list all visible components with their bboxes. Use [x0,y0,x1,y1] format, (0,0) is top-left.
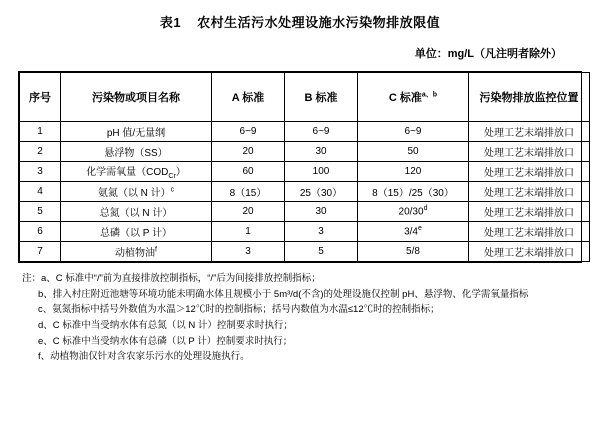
cell-standard-b: 30 [285,142,358,162]
cell-position: 处理工艺末端排放口 [469,222,590,242]
header-standard-b: B 标准 [285,73,358,122]
cell-name-tail: ） [175,167,186,178]
note-line [22,318,578,334]
cell-name [61,162,212,182]
cell-standard-a: 20 [212,202,285,222]
cell-name [61,242,212,262]
note-line [22,349,578,365]
cell-position: 处理工艺末端排放口 [469,242,590,262]
cell-standard-a: 6~9 [212,122,285,142]
cell-standard-c-text: 20/30 [398,206,424,218]
note-line [22,302,578,318]
cell-standard-c: 8（15）/25（30） [358,182,469,202]
cell-position: 处理工艺末端排放口 [469,162,590,182]
cell-position: 处理工艺末端排放口 [469,202,590,222]
title-text: 农村生活污水处理设施水污染物排放限值 [197,15,441,30]
note-text: f、动植物油仅针对含农家乐污水的处理设施执行。 [38,351,250,363]
table-row [20,122,590,142]
cell-standard-b: 100 [285,162,358,182]
note-line [22,334,578,350]
cell-standard-c: 120 [358,162,469,182]
cell-standard-b: 25（30） [285,182,358,202]
cell-standard-b: 30 [285,202,358,222]
cell-position: 处理工艺末端排放口 [469,182,590,202]
table-row [20,242,590,262]
cell-standard-c-text: 3/4 [404,226,418,238]
cell-name: 总磷（以 P 计） [61,222,212,242]
cell-no: 7 [20,242,61,262]
table-number: 表1 [159,15,182,30]
table-body [20,122,590,262]
cell-name: 总氮（以 N 计） [61,202,212,222]
cell-standard-a: 3 [212,242,285,262]
cell-standard-a: 8（15） [212,182,285,202]
header-standard-c-superscript: a、b [421,91,438,99]
cell-standard-c-superscript: e [418,225,422,233]
cell-standard-b: 3 [285,222,358,242]
table-row [20,202,590,222]
cell-standard-a: 1 [212,222,285,242]
note-text: a、C 标准中“/”前为直接排放控制指标，“/”后为间接排放控制指标； [41,273,321,284]
header-standard-a: A 标准 [212,73,285,122]
note-text: b、排入村庄附近池塘等环境功能未明确水体且规模小于 5m³/d(不含)的处理设施仅控制 pH、悬浮物、化学需氧量指标 [38,288,529,300]
cell-standard-c: 6~9 [358,122,469,142]
cell-no: 6 [20,222,61,242]
cell-no: 1 [20,122,61,142]
cell-name-text: 氨氮（以 N 计） [97,188,171,199]
cell-name-subscript: Cr [168,173,176,180]
cell-no: 4 [20,182,61,202]
cell-standard-c [358,222,469,242]
table-header-row [20,73,590,122]
cell-standard-c: 50 [358,142,469,162]
page-title [0,12,600,31]
cell-position: 处理工艺末端排放口 [469,142,590,162]
cell-name: pH 值/无量纲 [61,122,212,142]
table-row [20,222,590,242]
cell-standard-c: 5/8 [358,242,469,262]
note-line [22,271,578,287]
unit-note: 单位：mg/L（凡注明者除外） [414,48,562,60]
table-row [20,162,590,182]
cell-name-text: 化学需氧量（COD [86,167,169,178]
note-text: e、C 标准中当受纳水体有总磷（以 P 计）控制要求时执行； [38,335,293,347]
note-text: d、C 标准中当受纳水体有总氮（以 N 计）控制要求时执行； [38,320,293,332]
emission-limits-table [18,71,582,263]
cell-standard-c-superscript: d [423,205,428,213]
note-line [22,287,578,303]
table-row [20,142,590,162]
header-standard-c [358,73,469,122]
cell-no: 3 [20,162,61,182]
cell-standard-a: 20 [212,142,285,162]
cell-standard-b: 5 [285,242,358,262]
cell-name-text: 动植物油 [115,248,156,259]
table-row [20,182,590,202]
cell-name-superscript: f [155,246,157,254]
header-monitoring-position: 污染物排放监控位置 [469,73,590,122]
note-text: c、氨氮指标中括号外数值为水温＞12℃时的控制指标；括号内数值为水温≤12℃时的控制指标； [38,304,440,316]
header-no: 序号 [20,73,61,122]
header-standard-c-text: C 标准 [388,92,422,104]
document-page [0,12,600,442]
cell-name: 悬浮物（SS） [61,142,212,162]
cell-name-superscript: c [170,186,175,194]
cell-standard-c [358,202,469,222]
cell-no: 2 [20,142,61,162]
header-pollutant-name: 污染物或项目名称 [61,73,212,122]
cell-position: 处理工艺末端排放口 [469,122,590,142]
cell-no: 5 [20,202,61,222]
notes-label: 注： [22,273,42,284]
cell-name [61,182,212,202]
cell-standard-b: 6~9 [285,122,358,142]
cell-standard-a: 60 [212,162,285,182]
table-notes [22,271,578,365]
